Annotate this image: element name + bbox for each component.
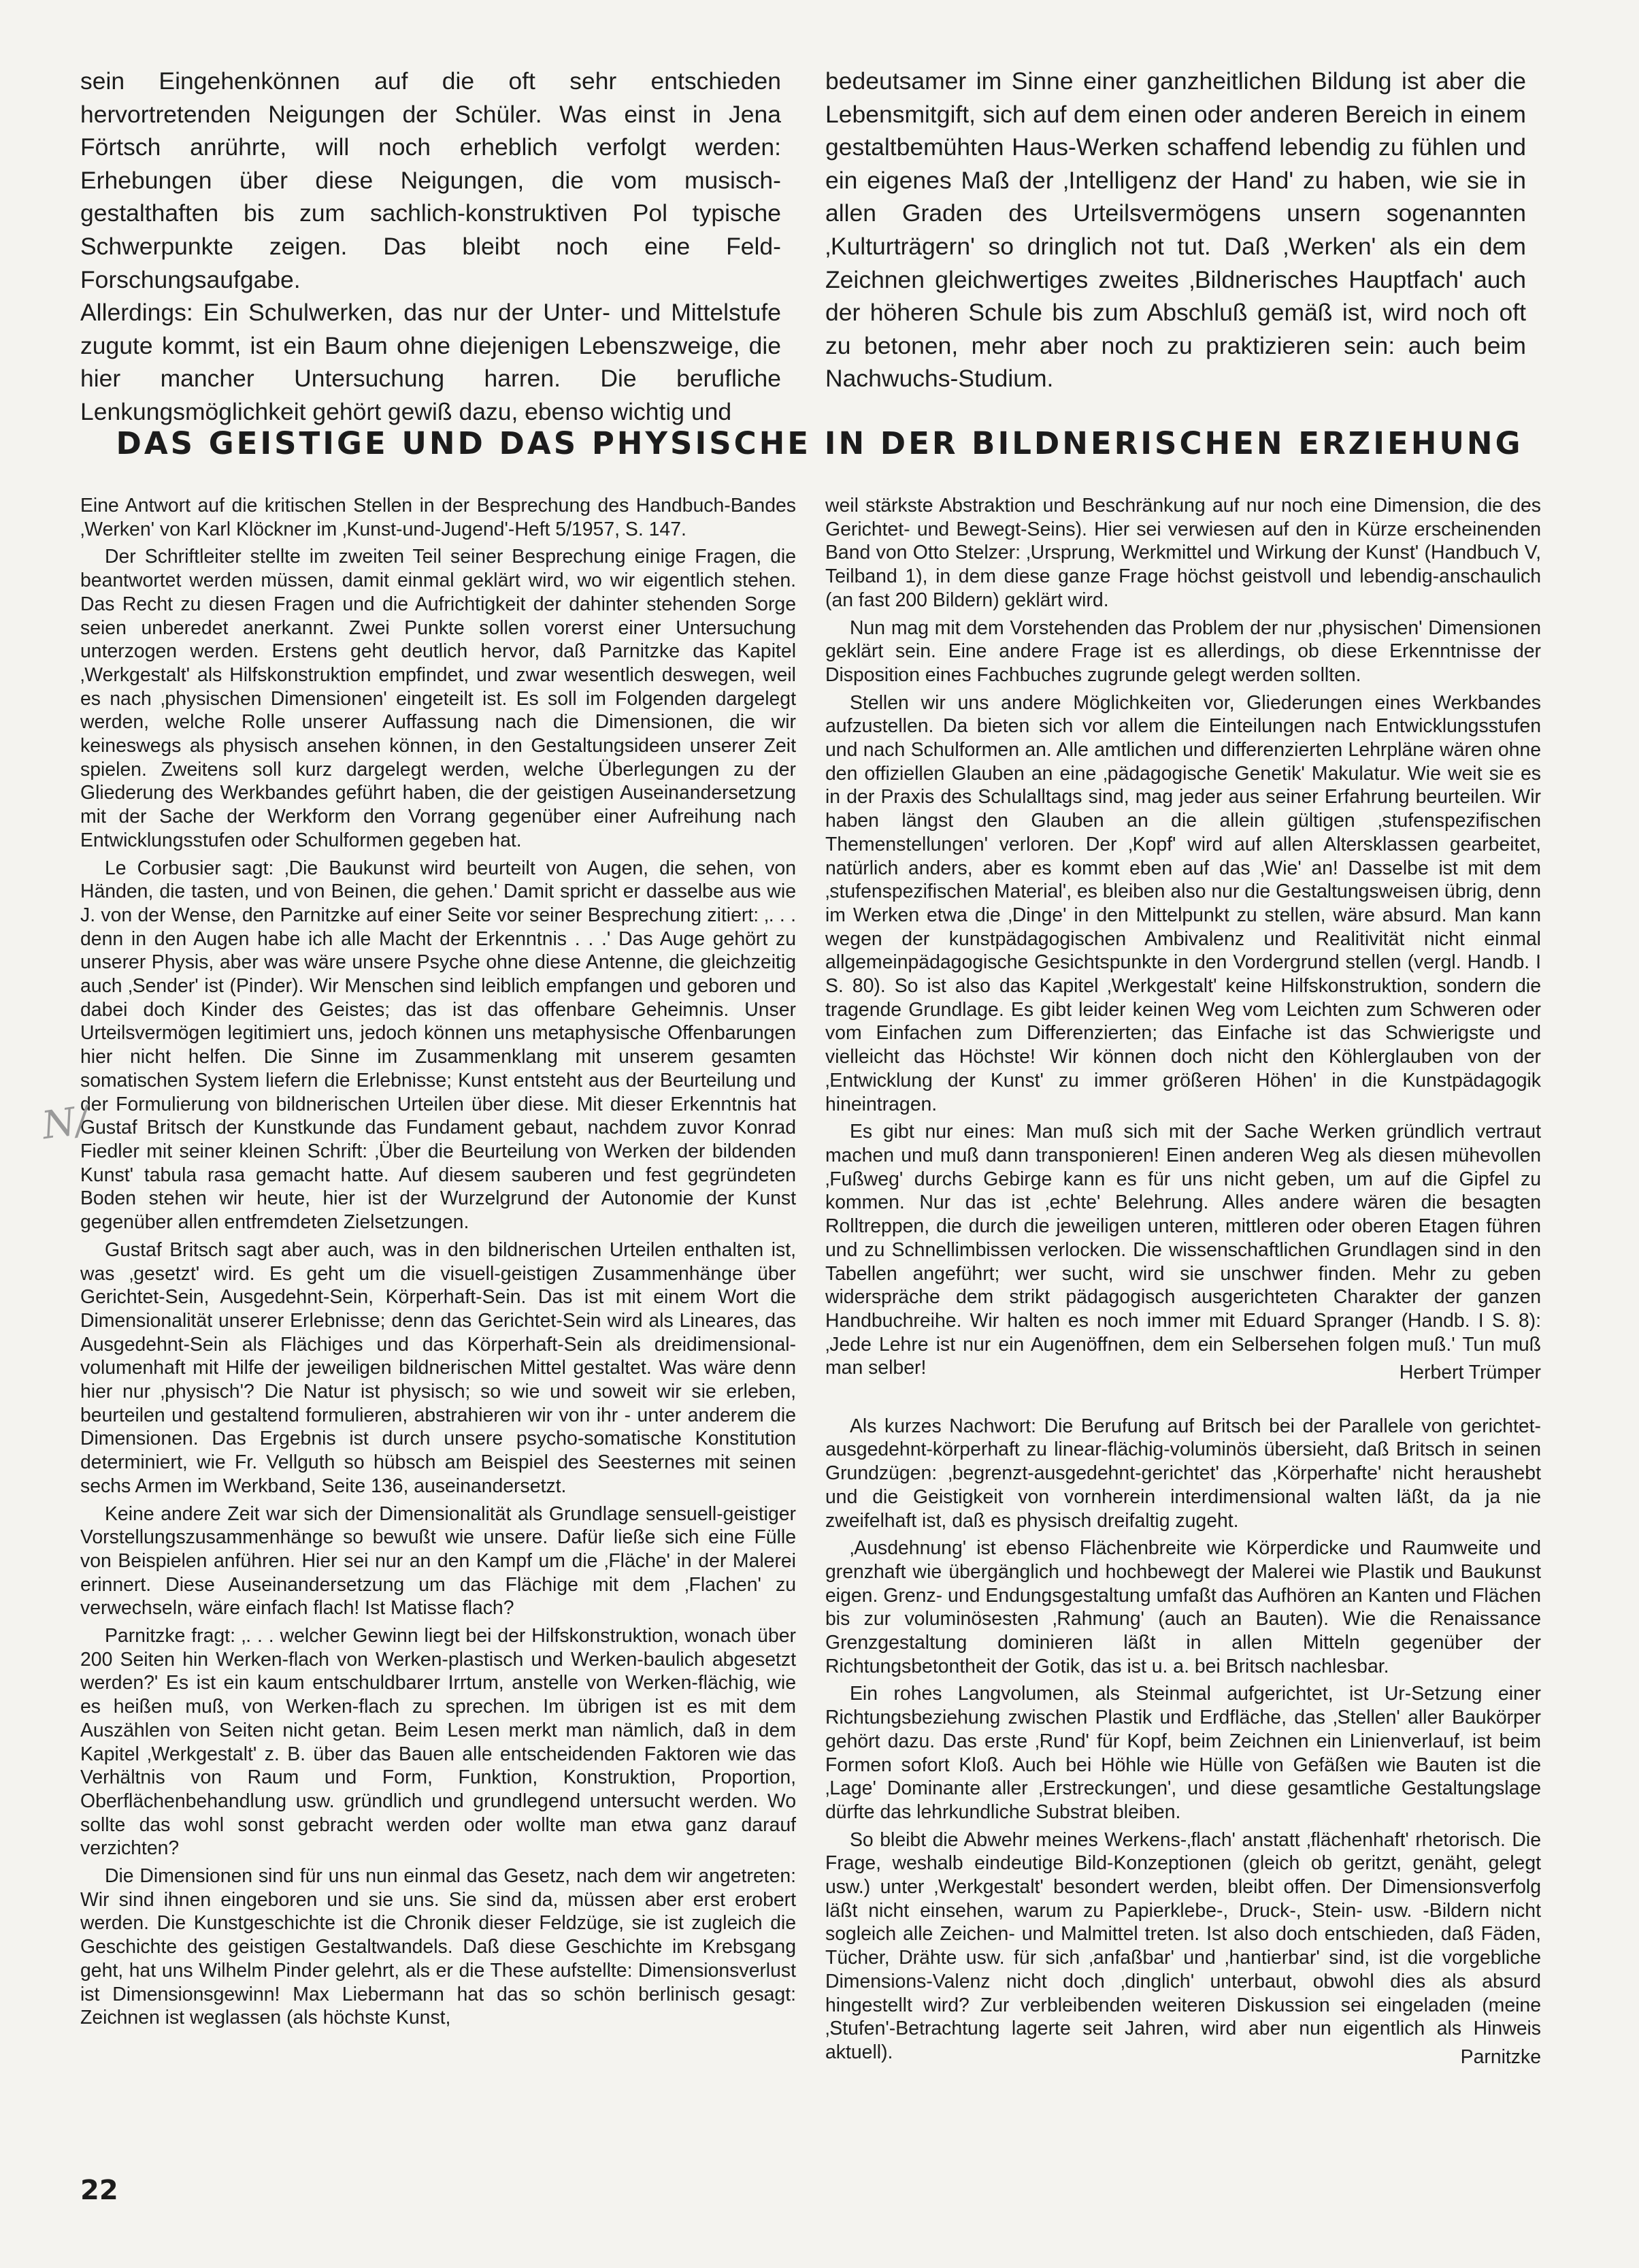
article-paragraph: Als kurzes Nachwort: Die Berufung auf Britsch bei der Parallele von gerichtet-ausgedehnt-körperhaft zu linear-flächig-voluminös übersieht, daß Britsch in seinen Grundzügen: ‚begrenzt-ausgedehnt-gerichtet' das ‚Körperhafte' nicht heraushebt und die Geistigkeit von vornherein interdimensional walten läßt, da ja nie zweifelhaft ist, daß es physisch dreifaltig zugeht. [825,1415,1541,1532]
intro-left-paragraph: Allerdings: Ein Schulwerken, das nur der Unter- und Mittelstufe zugute kommt, ist ein Baum ohne diejenigen Lebenszweige, die hier mancher Untersuchung harren. Die berufliche Lenkungsmöglichkeit gehört gewiß dazu, ebenso wichtig und [80,299,781,425]
intro-left-paragraph: sein Eingehenkönnen auf die oft sehr entschieden hervortretenden Neigungen der Schüler. Was einst in Jena Förtsch anrührte, will noch erheblich verfolgt werden: Erhebungen über diese Neigungen, die vom musisch-gestalthaften bis zum sachlich-konstruktiven Pol typische Schwerpunkte zeigen. Das bleibt noch eine Feld-Forschungsaufgabe. [80,67,781,293]
article-paragraph: Es gibt nur eines: Man muß sich mit der Sache Werken gründlich vertraut machen und muß dann transponieren! Einen anderen Weg als diesen mühevollen ‚Fußweg' durchs Gebirge kann es für uns nicht geben, um auf die Gipfel zu kommen. Nur das ist ‚echte' Belehrung. Alles andere wären die besagten Rolltreppen, die durch die jeweiligen unteren, mittleren oder oberen Etagen führen und zu Schnellimbissen verlocken. Die wissenschaftlichen Grundlagen sind in den Tabellen angeführt; wer sucht, wird sie unschwer finden. Mehr zu geben widerspräche dem strikt pädagogisch ausgerichteten Charakter der ganzen Handbuchreihe. Wir halten es noch immer mit Eduard Spranger (Handb. I S. 8): ‚Jede Lehre ist nur ein Augenöffnen, dem ein Selbersehen folgen muß.' Tun muß man selber! [825,1121,1541,1379]
intro-column-left [80,65,781,429]
intro-right-paragraph: bedeutsamer im Sinne einer ganzheitlichen Bildung ist aber die Lebensmitgift, sich auf dem einen oder anderen Bereich in einem gestaltbemühten Haus-Werken schaffend lebendig zu fühlen und ein eigenes Maß der ‚Intelligenz der Hand' zu haben, wie sie in allen Graden des Urteilsvermögens unsern sogenannten ‚Kulturträgern' so dringlich not tut. Daß ‚Werken' als ein dem Zeichnen gleichwertiges zweites ‚Bildnerisches Hauptfach' auch der höheren Schule bis zum Abschluß gemäß ist, wird noch oft zu betonen, mehr aber noch zu praktizieren sein: auch beim Nachwuchs-Studium. [825,67,1526,393]
article-paragraph: Der Schriftleiter stellte im zweiten Teil seiner Besprechung einige Fragen, die beantwortet werden müssen, damit einmal geklärt wird, wo wir eigentlich stehen. Das Recht zu diesen Fragen und die Aufrichtigkeit der dahinter stehenden Sorge seien unberedet anerkannt. Zwei Punkte sollen vorerst einer Untersuchung unterzogen werden. Erstens geht deutlich hervor, daß Parnitzke das Kapitel ‚Werkgestalt' als Hilfskonstruktion empfindet, und zwar wesentlich deswegen, weil es nach ‚physischen Dimensionen' eingeteilt ist. Es soll im Folgenden dargelegt werden, welche Rolle unserer Auffassung nach die Dimensionen, die wir keineswegs als physisch ansehen können, in den Gestaltungsideen unserer Zeit spielen. Zweitens soll kurz dargelegt werden, welche Überlegungen zu der Gliederung des Werkbandes geführt haben, die der geistigen Auseinandersetzung mit der Sache der Werkform den Vorrang gegenüber einer Aufreihung nach Entwicklungsstufen oder Schulformen gegeben hat. [80,546,796,851]
article-paragraph: Nun mag mit dem Vorstehenden das Problem der nur ‚physischen' Dimensionen geklärt sein. Eine andere Frage ist es allerdings, ob diese Erkenntnisse der Disposition eines Fachbuches zugrunde gelegt werden sollten. [825,617,1541,686]
margin-pencil-note: N/ [39,1098,92,1149]
article-paragraph: Die Dimensionen sind für uns nun einmal das Gesetz, nach dem wir angetreten: Wir sind ihnen eingeboren und sie uns. Sie sind da, müssen aber erst erobert werden. Die Kunstgeschichte ist die Chronik dieser Feldzüge, sie ist zugleich die Geschichte des geistigen Gestaltwandels. Daß diese Geschichte im Krebsgang geht, hat uns Wilhelm Pinder gelehrt, als er die These aufstellte: Dimensionsverlust ist Dimensionsgewinn! Max Liebermann hat das so schön berlinisch gesagt: Zeichnen ist weglassen (als höchste Kunst, [80,1865,796,2029]
page-number: 22 [80,2175,118,2206]
article-paragraph: weil stärkste Abstraktion und Beschränkung auf nur noch eine Dimension, die des Gerichtet- und Bewegt-Seins). Hier sei verwiesen auf den in Kürze erscheinenden Band von Otto Stelzer: ‚Ursprung, Werkmittel und Wirkung der Kunst' (Handbuch V, Teilband 1), in dem diese ganze Frage höchst geistvoll und lebendig-anschaulich (an fast 200 Bildern) geklärt wird. [825,495,1541,611]
article-column-left [80,494,796,2034]
signature-parnitzke: Parnitzke [1460,2045,1541,2068]
article-paragraph: Keine andere Zeit war sich der Dimensionalität als Grundlage sensuell-geistiger Vorstellungszusammenhänge so bewußt wie unsere. Dafür ließe sich eine Fülle von Beispielen anführen. Hier sei nur an den Kampf um die ‚Fläche' in der Malerei erinnert. Diese Auseinandersetzung um das Flächige mit dem ‚Flachen' zu verwechseln, wäre einfach flach! Ist Matisse flach? [80,1502,796,1620]
article-paragraph: Parnitzke fragt: ‚. . . welcher Gewinn liegt bei der Hilfskonstruktion, wonach über 200 Seiten hin Werken-flach von Werken-plastisch und Werken-baulich abgesetzt werden?' Es ist ein kaum entschuldbarer Irrtum, anstelle von Werken-flächig, wie es heißen muß, von Werken-flach zu sprechen. Im übrigen ist es mit dem Auszählen von Seiten nicht getan. Beim Lesen merkt man nämlich, daß in dem Kapitel ‚Werkgestalt' z. B. über das Bauen alle entscheidenden Faktoren wie das Verhältnis von Raum und Form, Funktion, Konstruktion, Proportion, Oberflächenbehandlung usw. gründlich und grundlegend untersucht werden. Wo sollte das wohl sonst gebracht werden oder wollte man etwa ganz darauf verzichten? [80,1625,796,1860]
article-paragraph: So bleibt die Abwehr meines Werkens-‚flach' anstatt ‚flächenhaft' rhetorisch. Die Frage, weshalb eindeutige Bild-Konzeptionen (gleich ob geritzt, genäht, gelegt usw.) unter ‚Werkgestalt' besondert werden, bleibt offen. Der Dimensionsverfolg läßt nicht einsehen, warum zu Papierklebe-, Druck-, Stein- usw. -Bildern nicht sogleich alle Zeichen- und Malmittel treten. Ist also doch entschieden, daß Fäden, Tücher, Drähte usw. für sich ‚anfaßbar' und ‚hantierbar' sind, ist die vorgebliche Dimensions-Valenz nicht doch ‚dinglich' unterbaut, obwohl dies als absurd hingestellt wird? Zur verbleibenden weiteren Diskussion sei eingeladen (meine ‚Stufen'-Betrachtung lagerte seit Jahren, wird aber nun eigentlich als Hinweis aktuell). [825,1828,1541,2063]
article-paragraph: Gustaf Britsch sagt aber auch, was in den bildnerischen Urteilen enthalten ist, was ‚gesetzt' wird. Es geht um die visuell-geistigen Zusammenhänge über Gerichtet-Sein, Ausgedehnt-Sein, Körperhaft-Sein. Das ist mit einem Wort die Dimensionalität unserer Erlebnisse; denn das Gerichtet-Sein wird als Lineares, das Ausgedehnt-Sein als Flächiges und das Körperhaft-Sein als dreidimensional-volumenhaft mit Hilfe der jeweiligen bildnerischen Mittel gestaltet. Was wäre denn hier nur ‚physisch'? Die Natur ist physisch; so wie und soweit wir sie erleben, beurteilen und gestaltend formulieren, abstrahieren wir von ihr - unter anderem die Dimensionen. Das Ergebnis ist durch unsere psycho-somatische Konstitution determiniert, wie Fr. Vellguth so hübsch am Beispiel des Seesternes mit seinen sechs Armen im Werkband, Seite 136, auseinandersetzt. [80,1238,796,1497]
article-paragraph: ‚Ausdehnung' ist ebenso Flächenbreite wie Körperdicke und Raumweite und grenzhaft wie übergänglich und hochbewegt der Malerei wie Plastik und Baukunst eigen. Grenz- und Endungsgestaltung umfaßt das Aufhören an Kanten und Flächen bis zur voluminösesten ‚Rahmung' (auch an Bauten). Wie die Renaissance Grenzgestaltung dominieren läßt in allen Mitteln gegenüber der Richtungsbetontheit der Gotik, das ist u. a. bei Britsch nachlesbar. [825,1537,1541,1677]
article-title: DAS GEISTIGE UND DAS PHYSISCHE IN DER BILDNERISCHEN ERZIEHUNG [116,425,1523,461]
article-lead-note: Eine Antwort auf die kritischen Stellen in der Besprechung des Handbuch-Bandes ‚Werken' von Karl Klöckner im ‚Kunst-und-Jugend'-Heft 5/1957, S. 147. [80,495,796,540]
article-paragraph: Stellen wir uns andere Möglichkeiten vor, Gliederungen eines Werkbandes aufzustellen. Da bieten sich vor allem die Einteilungen nach Entwicklungsstufen und nach Schulformen an. Alle amtlichen und differenzierten Lehrpläne wären ohne den offiziellen Glauben an eine ‚pädagogische Genetik' Makulatur. Wie weit sie es in der Praxis des Schulalltags sind, mag jeder aus seiner Erfahrung beurteilen. Wir haben längst den Glauben an die allein gültigen ‚stufenspezifischen Themenstellungen' verloren. Der ‚Kopf' wird auf allen Altersklassen gearbeitet, natürlich anders, aber es kommt eben auf das ‚Wie' an! Dasselbe ist mit dem ‚stufenspezifischen Material', es bleiben also nur die Gestaltungsweisen übrig, denn im Werken etwa die ‚Dinge' in den Mittelpunkt zu stellen, wäre absurd. Man kann wegen der kunstpädagogischen Ambivalenz und Realitivität nicht einmal allgemeinpädagogische Gesichtspunkte in den Vordergrund stellen (vergl. Handb. I S. 80). So ist also das Kapitel ‚Werkgestalt' keine Hilfskonstruktion, sondern die tragende Grundlage. Es gibt leider keinen Weg vom Leichten zum Schweren oder vom Einfachen zum Differenzierten; das Einfache ist das Schwierigste und vielleicht das Höchste! Wir können doch nicht den Köhlerglauben von der ‚Entwicklung der Kunst' zu immer größeren Höhen' in die Kunstpädagogik hineintragen. [825,691,1541,1115]
article-column-right [825,494,1541,2069]
intro-column-right [825,65,1526,395]
article-paragraph: Le Corbusier sagt: ‚Die Baukunst wird beurteilt von Augen, die sehen, von Händen, die tasten, und von Beinen, die gehen.' Damit spricht er dasselbe aus wie J. von der Wense, den Parnitzke auf einer Seite vor seiner Besprechung zitiert: ‚. . . denn in den Augen habe ich alle Macht der Erkenntnis . . .' Das Auge gehört zu unserer Physis, aber was wäre unsere Psyche ohne diese Antenne, die gleichzeitig auch ‚Sender' ist (Pinder). Wir Menschen sind leiblich empfangen und geboren und dabei doch Kinder des Geistes; das ist das offenbare Geheimnis. Unser Urteilsvermögen legitimiert uns, jedoch können uns metaphysische Offenbarungen hier nicht helfen. Die Sinne im Zusammenklang mit unserem gesamten somatischen System liefern die Erlebnisse; Kunst entsteht aus der Beurteilung und der Formulierung von bildnerischen Urteilen über diese. Mit dieser Erkenntnis hat Gustaf Britsch der Kunstkunde das Fundament gebaut, nachdem zuvor Konrad Fiedler mit seiner kleinen Schrift: ‚Über die Beurteilung von Werken der bildenden Kunst' tabula rasa gemacht hatte. Auf diesem sauberen und fest gegründeten Boden stehen wir heute, hier ist der Wurzelgrund der Autonomie der Kunst gegenüber allen entfremdeten Zielsetzungen. [80,857,796,1234]
article-paragraph: Ein rohes Langvolumen, als Steinmal aufgerichtet, ist Ur-Setzung einer Richtungsbeziehung zwischen Plastik und Erdfläche, das ‚Stellen' aller Baukörper gehört dazu. Das erste ‚Rund' für Kopf, beim Zeichnen ein Linienverlauf, ist beim Formen sofort Kloß. Auch bei Höhle wie Hülle von Gefäßen wie Bauten ist die ‚Lage' Dominante aller ‚Erstreckungen', und diese gesamtliche Gestaltungslage dürfte das lehrkundliche Substrat bleiben. [825,1683,1541,1823]
signature-truemper: Herbert Trümper [1399,1362,1541,1384]
